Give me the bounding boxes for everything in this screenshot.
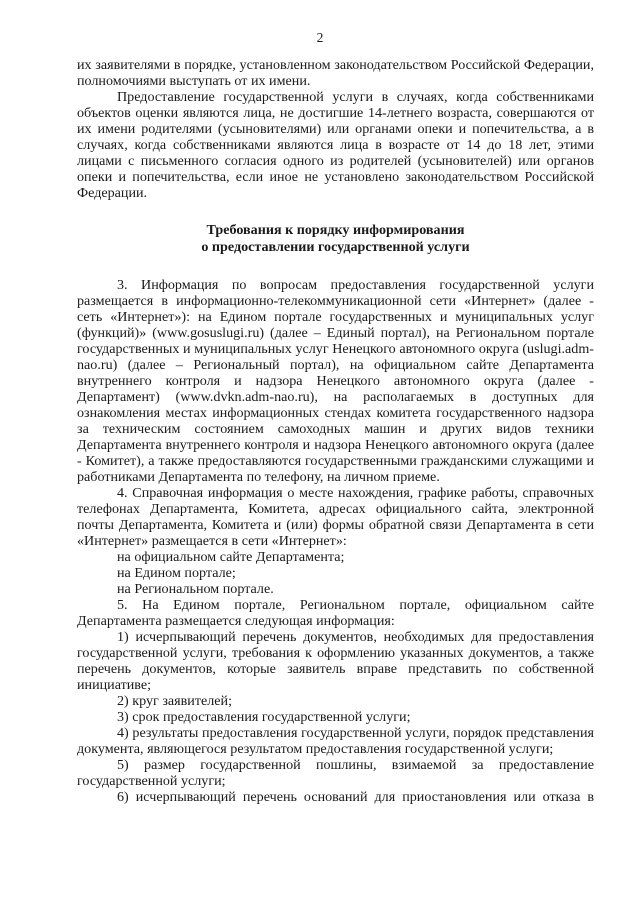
clause-5-item: 4) результаты предоставления государственной услуги, порядок представления документа, являющегося результатом предоставления государственной услуги; — [77, 725, 594, 757]
clause-4-item: на официальном сайте Департамента; — [117, 549, 345, 565]
clause-5-item: 3) срок предоставления государственной услуги; — [117, 709, 411, 725]
clause-5-item: 6) исчерпывающий перечень оснований для приостановления или отказа в — [117, 789, 594, 805]
section-heading-line-2: о предоставлении государственной услуги — [201, 239, 470, 255]
clause-4: 4. Справочная информация о месте нахождения, графике работы, справочных телефонах Департамента, Комитета, адресах официального сайта, электронной почты Департамента, Комитета и (или) формы обратной связи Департамента в сети «Интернет» размещается в сети «Интернет»: — [77, 485, 594, 549]
continuation-paragraph: их заявителями в порядке, установленном законодательством Российской Федерации, полномочиями выступать от их имени. — [77, 57, 594, 89]
page-number: 2 — [316, 30, 324, 45]
clause-5-item: 2) круг заявителей; — [117, 693, 232, 709]
clause-5: 5. На Едином портале, Региональном портале, официальном сайте Департамента размещается следующая информация: — [77, 597, 594, 629]
minors-paragraph: Предоставление государственной услуги в случаях, когда собственниками объектов оценки являются лица, не достигшие 14-летнего возраста, совершаются от их имени родителями (усыновителями) или органами опеки и попечительства, а в случаях, когда собственниками являются лица в возрасте от 14 до 18 лет, этими лицами с письменного согласия одного из родителей (усыновителей) или органов опеки и попечительства, если иное не установлено законодательством Российской Федерации. — [77, 89, 594, 201]
section-heading-line-1: Требования к порядку информирования — [206, 222, 465, 238]
document-body — [77, 57, 594, 821]
clause-5-item: 5) размер государственной пошлины, взимаемой за предоставление государственной услуги; — [77, 757, 594, 789]
section-heading — [77, 222, 594, 256]
clause-3: 3. Информация по вопросам предоставления государственной услуги размещается в информационно-телекоммуникационной сети «Интернет» (далее - сеть «Интернет»): на Едином портале государственных и муниципальных услуг (функций)» (www.gosuslugi.ru) (далее – Единый портал), на Региональном портале государственных и муниципальных услуг Ненецкого автономного округа (uslugi.adm-nao.ru) (далее – Региональный портал), на официальном сайте Департамента внутреннего контроля и надзора Ненецкого автономного округа (далее - Департамент) (www.dvkn.adm-nao.ru), на располагаемых в доступных для ознакомления местах информационных стендах комитета государственного надзора за техническим состоянием самоходных машин и других видов техники Департамента внутреннего контроля и надзора Ненецкого автономного округа (далее - Комитет), а также предоставляются государственными гражданскими служащими и работниками Департамента по телефону, на личном приеме. — [77, 277, 594, 485]
clause-4-item: на Едином портале; — [117, 565, 236, 581]
clause-5-item: 1) исчерпывающий перечень документов, необходимых для предоставления государственной услуги, требования к оформлению указанных документов, а также перечень документов, которые заявитель вправе представить по собственной инициативе; — [77, 629, 594, 693]
clause-4-item: на Региональном портале. — [117, 581, 274, 597]
